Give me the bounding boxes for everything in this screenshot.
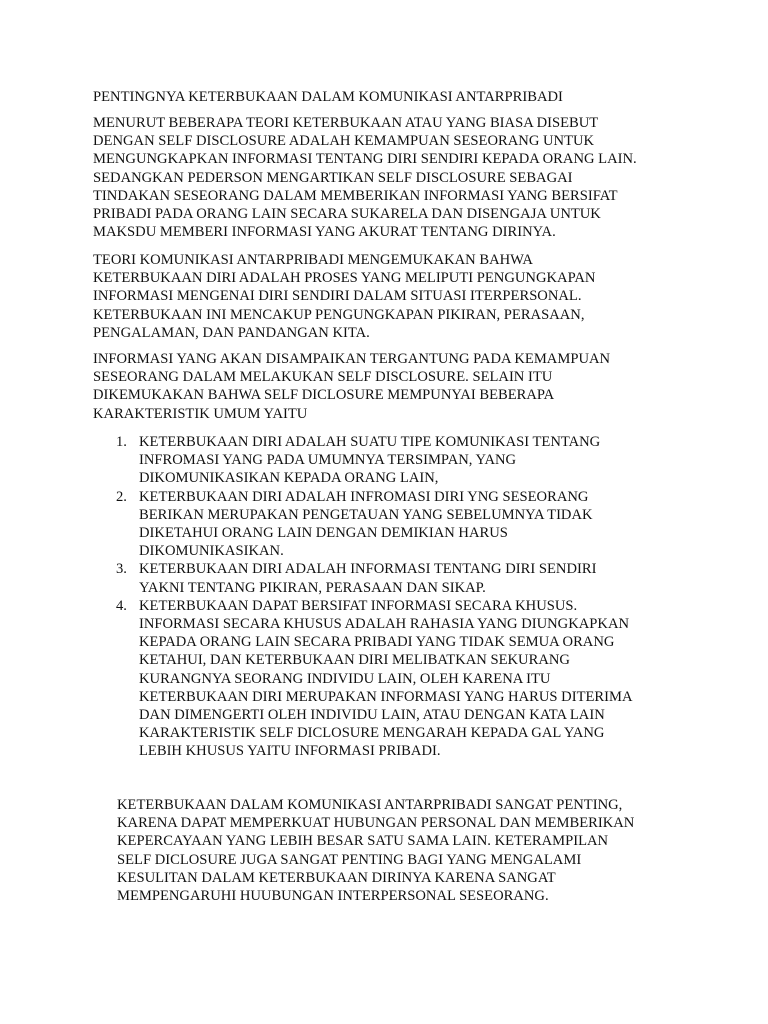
paragraph-line: SEDANGKAN PEDERSON MENGARTIKAN SELF DISCLOSURE SEBAGAI xyxy=(93,169,573,186)
list-item-number: 4. xyxy=(116,597,127,614)
paragraph-line: MEMPENGARUHI HUUBUNGAN INTERPERSONAL SESEORANG. xyxy=(117,888,549,905)
list-item-line: DIKETAHUI ORANG LAIN DENGAN DEMIKIAN HARUS xyxy=(139,525,508,542)
paragraph-communication-theory xyxy=(93,251,678,342)
list-item-number: 2. xyxy=(116,488,127,505)
list-item-line: DAN DIMENGERTI OLEH INDIVIDU LAIN, ATAU DENGAN KATA LAIN xyxy=(139,707,605,724)
list-item-line: YAKNI TENTANG PIKIRAN, PERASAAN DAN SIKAP. xyxy=(139,579,486,596)
paragraph-line: KARENA DAPAT MEMPERKUAT HUBUNGAN PERSONAL DAN MEMBERIKAN xyxy=(117,815,635,832)
paragraph-line: INFORMASI YANG AKAN DISAMPAIKAN TERGANTUNG PADA KEMAMPUAN xyxy=(93,351,611,367)
list-item xyxy=(93,597,693,761)
document-title: PENTINGNYA KETERBUKAAN DALAM KOMUNIKASI ANTARPRIBADI xyxy=(93,89,563,105)
paragraph-characteristics-intro xyxy=(93,350,678,423)
paragraph-line: SESEORANG DALAM MELAKUKAN SELF DISCLOSURE. SELAIN ITU xyxy=(93,369,553,386)
paragraph-self-disclosure-definition xyxy=(93,114,678,241)
list-item-line: KEPADA ORANG LAIN SECARA PRIBADI YANG TIDAK SEMUA ORANG xyxy=(139,634,615,651)
list-item-line: INFORMASI SECARA KHUSUS ADALAH RAHASIA YANG DIUNGKAPKAN xyxy=(139,616,630,633)
paragraph-line: KETERBUKAAN DIRI ADALAH PROSES YANG MELIPUTI PENGUNGKAPAN xyxy=(93,270,596,287)
paragraph-line: MENURUT BEBERAPA TEORI KETERBUKAAN ATAU YANG BIASA DISEBUT xyxy=(93,115,599,131)
paragraph-line: DENGAN SELF DISCLOSURE ADALAH KEMAMPUAN SESEORANG UNTUK xyxy=(93,133,595,150)
paragraph-line: PRIBADI PADA ORANG LAIN SECARA SUKARELA DAN DISENGAJA UNTUK xyxy=(93,206,601,223)
list-item-line: DIKOMUNIKASIKAN KEPADA ORANG LAIN, xyxy=(139,470,439,487)
list-item xyxy=(93,433,693,488)
list-item-line: KETERBUKAAN DAPAT BERSIFAT INFORMASI SECARA KHUSUS. xyxy=(139,597,578,614)
list-item xyxy=(93,560,693,596)
list-item-line: KURANGNYA SEORANG INDIVIDU LAIN, OLEH KARENA ITU xyxy=(139,670,551,687)
list-item xyxy=(93,488,693,561)
paragraph-line: KETERBUKAAN INI MENCAKUP PENGUNGKAPAN PIKIRAN, PERASAAN, xyxy=(93,306,585,323)
paragraph-line: TINDAKAN SESEORANG DALAM MEMBERIKAN INFORMASI YANG BERSIFAT xyxy=(93,187,618,204)
paragraph-line: PENGALAMAN, DAN PANDANGAN KITA. xyxy=(93,324,370,341)
list-item-number: 3. xyxy=(116,561,127,578)
list-item-line: INFROMASI YANG PADA UMUMNYA TERSIMPAN, YANG xyxy=(139,452,517,469)
paragraph-line: DIKEMUKAKAN BAHWA SELF DICLOSURE MEMPUNYAI BEBERAPA xyxy=(93,387,555,404)
list-item-line: KETERBUKAAN DIRI ADALAH SUATU TIPE KOMUNIKASI TENTANG xyxy=(139,434,601,450)
list-item-line: KETAHUI, DAN KETERBUKAAN DIRI MELIBATKAN SEKURANG xyxy=(139,652,570,669)
list-item-line: BERIKAN MERUPAKAN PENGETAUAN YANG SEBELUMNYA TIDAK xyxy=(139,506,593,523)
list-item-line: KETERBUKAAN DIRI MERUPAKAN INFORMASI YANG HARUS DITERIMA xyxy=(139,688,633,705)
paragraph-line: KETERBUKAAN DALAM KOMUNIKASI ANTARPRIBADI SANGAT PENTING, xyxy=(117,797,623,813)
characteristics-list xyxy=(93,433,693,761)
list-item-line: KETERBUKAAN DIRI ADALAH INFROMASI DIRI YNG SESEORANG xyxy=(139,488,589,505)
list-item-line: KETERBUKAAN DIRI ADALAH INFORMASI TENTANG DIRI SENDIRI xyxy=(139,561,597,578)
paragraph-line: MENGUNGKAPKAN INFORMASI TENTANG DIRI SENDIRI KEPADA ORANG LAIN. xyxy=(93,151,637,168)
list-item-line: LEBIH KHUSUS YAITU INFORMASI PRIBADI. xyxy=(139,743,441,760)
paragraph-conclusion xyxy=(117,796,702,905)
paragraph-line: KARAKTERISTIK UMUM YAITU xyxy=(93,405,308,422)
paragraph-line: TEORI KOMUNIKASI ANTARPRIBADI MENGEMUKAKAN BAHWA xyxy=(93,252,533,268)
paragraph-line: INFORMASI MENGENAI DIRI SENDIRI DALAM SITUASI ITERPERSONAL. xyxy=(93,288,582,305)
list-item-line: KARAKTERISTIK SELF DICLOSURE MENGARAH KEPADA GAL YANG xyxy=(139,725,605,742)
paragraph-line: SELF DICLOSURE JUGA SANGAT PENTING BAGI YANG MENGALAMI xyxy=(117,851,582,868)
paragraph-line: KESULITAN DALAM KETERBUKAAN DIRINYA KARENA SANGAT xyxy=(117,869,556,886)
list-item-number: 1. xyxy=(116,434,127,450)
paragraph-line: MAKSDU MEMBERI INFORMASI YANG AKURAT TENTANG DIRINYA. xyxy=(93,224,556,241)
paragraph-line: KEPERCAYAAN YANG LEBIH BESAR SATU SAMA LAIN. KETERAMPILAN xyxy=(117,833,609,850)
list-item-line: DIKOMUNIKASIKAN. xyxy=(139,543,284,560)
